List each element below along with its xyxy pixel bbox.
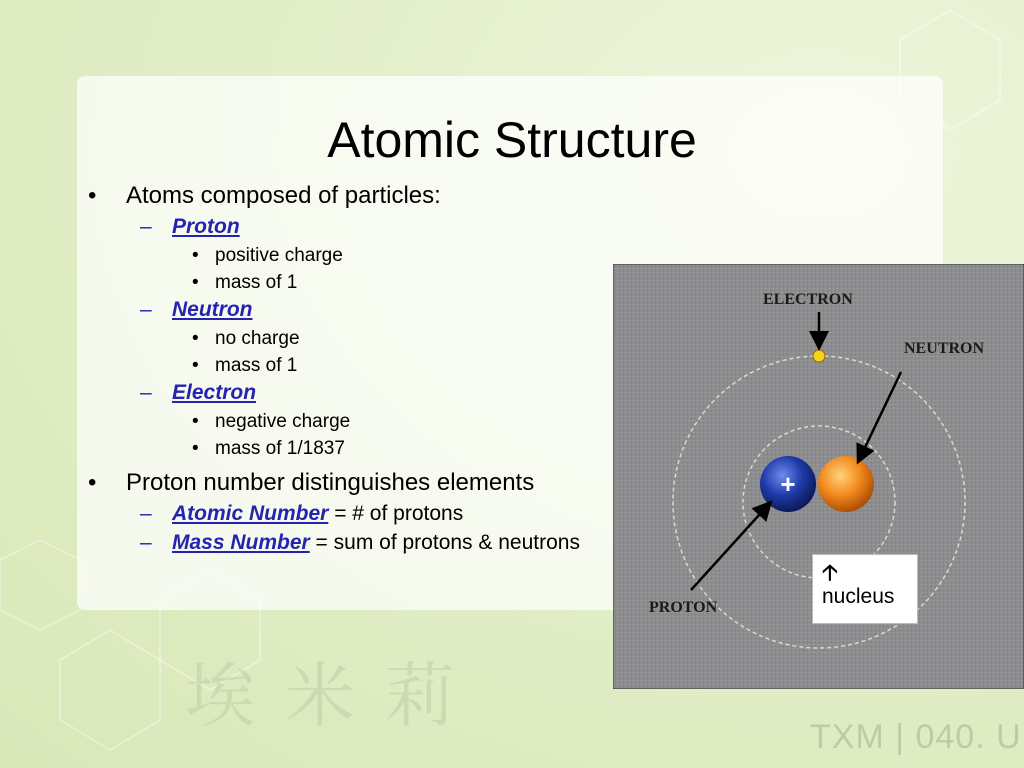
nucleus-callout	[812, 554, 918, 624]
proton-symbol: +	[780, 469, 796, 499]
dash-marker: –	[140, 502, 152, 525]
bullet-text: Proton number distinguishes elements	[126, 469, 535, 496]
term-proton: Proton	[172, 215, 240, 238]
detail-text: positive charge	[215, 245, 343, 266]
nucleus-label: nucleus	[822, 585, 895, 608]
watermark-logo: TXM | 040. U	[810, 718, 1022, 756]
sub-bullet-neutron	[88, 297, 608, 323]
definition-text: = sum of protons & neutrons	[309, 531, 580, 554]
electron-particle	[813, 350, 825, 362]
term-atomic-number: Atomic Number	[172, 502, 329, 525]
bullet-marker: •	[192, 328, 199, 349]
detail-text: mass of 1	[215, 355, 298, 376]
bullet-marker: •	[192, 245, 199, 266]
dash-marker: –	[140, 531, 152, 554]
proton-label: PROTON	[649, 599, 718, 616]
detail-text: negative charge	[215, 411, 351, 432]
bullet-proton-number	[88, 469, 608, 497]
bullet-marker: •	[192, 411, 199, 432]
detail-item	[88, 436, 608, 461]
bullet-marker: •	[192, 272, 199, 293]
up-arrow-icon: 🡡	[822, 560, 838, 585]
neutron-particle	[818, 456, 874, 512]
sub-bullet-atomic-number	[88, 501, 608, 527]
detail-text: no charge	[215, 328, 300, 349]
detail-item	[88, 409, 608, 434]
detail-item	[88, 270, 608, 295]
detail-text: mass of 1/1837	[215, 438, 345, 459]
sub-bullet-mass-number	[88, 530, 608, 556]
bullet-marker: •	[192, 355, 199, 376]
term-mass-number: Mass Number	[172, 531, 310, 554]
sub-bullet-electron	[88, 380, 608, 406]
dash-marker: –	[140, 215, 152, 238]
detail-item	[88, 326, 608, 351]
atom-diagram	[613, 264, 1024, 689]
watermark-text: 埃米莉	[185, 655, 485, 737]
bullet-marker: •	[88, 469, 97, 496]
detail-text: mass of 1	[215, 272, 298, 293]
bullet-marker: •	[88, 182, 97, 209]
detail-item	[88, 353, 608, 378]
dash-marker: –	[140, 381, 152, 404]
sub-bullet-proton	[88, 214, 608, 240]
bullet-marker: •	[192, 438, 199, 459]
electron-label: ELECTRON	[763, 291, 853, 308]
dash-marker: –	[140, 298, 152, 321]
detail-item	[88, 243, 608, 268]
bullet-atoms	[88, 182, 608, 210]
bullet-list	[88, 182, 608, 559]
neutron-label: NEUTRON	[904, 340, 985, 357]
definition-text: = # of protons	[328, 502, 464, 525]
slide-title: Atomic Structure	[327, 112, 697, 168]
term-neutron: Neutron	[172, 298, 253, 321]
term-electron: Electron	[172, 381, 257, 404]
bullet-text: Atoms composed of particles:	[126, 182, 441, 209]
